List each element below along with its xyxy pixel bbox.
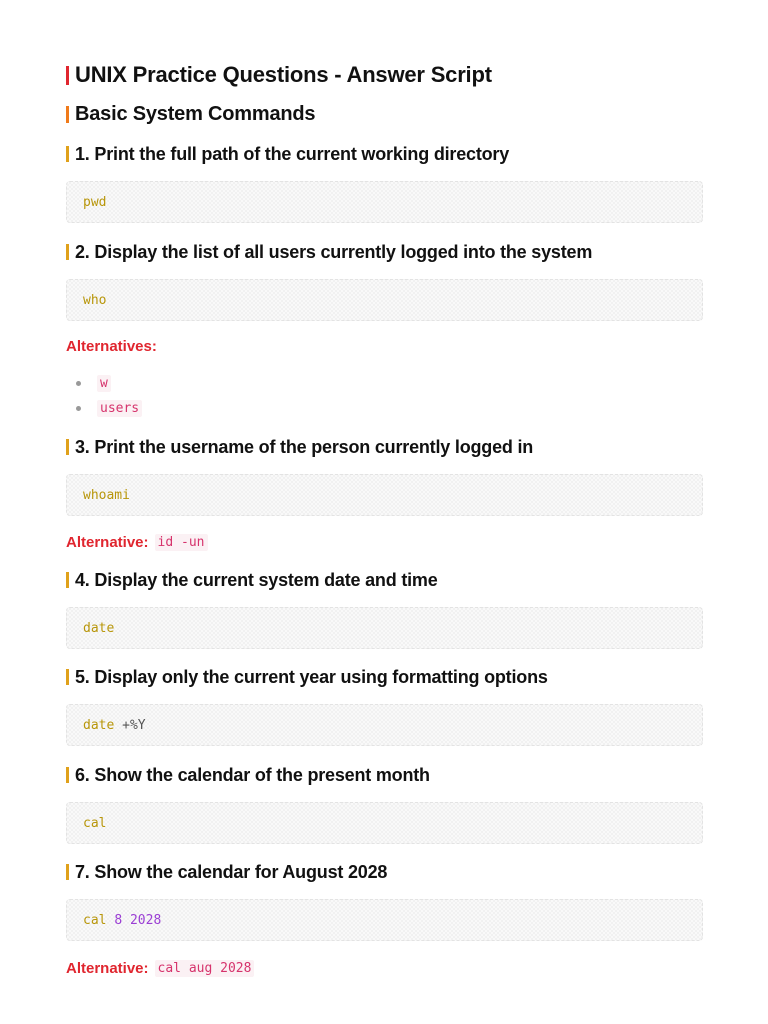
question-4-heading — [66, 566, 438, 594]
code-block-3 — [66, 474, 703, 516]
question-7-text: 7. Show the calendar for August 2028 — [75, 861, 388, 882]
code-command: date — [83, 717, 115, 733]
inline-code: cal aug 2028 — [155, 960, 255, 977]
alternatives-list — [66, 371, 142, 421]
code-number: 2028 — [129, 912, 162, 928]
code-argument: +%Y — [122, 717, 146, 733]
bullet-icon — [76, 381, 81, 386]
question-4-text: 4. Display the current system date and time — [75, 569, 438, 590]
code-command: whoami — [83, 487, 130, 503]
question-6-text: 6. Show the calendar of the present month — [75, 764, 430, 785]
code-block-2 — [66, 279, 703, 321]
list-item — [76, 371, 142, 396]
question-1-heading — [66, 140, 509, 168]
alternative-label: Alternative: — [66, 959, 149, 977]
question-5-text: 5. Display only the current year using formatting options — [75, 666, 548, 687]
code-block-7 — [66, 899, 703, 941]
alternatives-label: Alternatives: — [66, 338, 157, 355]
question-5-heading — [66, 663, 548, 691]
question-2-text: 2. Display the list of all users currently logged into the system — [75, 241, 593, 262]
code-block-4 — [66, 607, 703, 649]
code-block-6 — [66, 802, 703, 844]
code-block-5 — [66, 704, 703, 746]
section-accent-bar — [66, 106, 69, 123]
alternative-line-3 — [66, 532, 208, 552]
question-1-text: 1. Print the full path of the current working directory — [75, 143, 510, 164]
question-accent-bar — [66, 572, 69, 588]
code-command: date — [83, 620, 115, 636]
question-accent-bar — [66, 439, 69, 455]
alternative-line-7 — [66, 958, 254, 978]
question-accent-bar — [66, 244, 69, 260]
alternative-label: Alternative: — [66, 533, 149, 551]
code-command: pwd — [83, 194, 107, 210]
inline-code: w — [97, 375, 111, 392]
question-accent-bar — [66, 864, 69, 880]
section-heading-text: Basic System Commands — [75, 102, 316, 125]
question-3-heading — [66, 433, 533, 461]
question-7-heading — [66, 858, 387, 886]
page-title-text: UNIX Practice Questions - Answer Script — [75, 62, 492, 87]
question-2-heading — [66, 238, 592, 266]
code-command: cal — [83, 815, 107, 831]
question-accent-bar — [66, 146, 69, 162]
code-command: cal — [83, 912, 107, 928]
section-heading — [66, 99, 315, 129]
code-number: 8 — [114, 912, 123, 928]
inline-code: id -un — [155, 534, 208, 551]
page-title — [66, 58, 492, 92]
code-command: who — [83, 292, 107, 308]
title-accent-bar — [66, 66, 69, 85]
question-accent-bar — [66, 767, 69, 783]
question-accent-bar — [66, 669, 69, 685]
list-item — [76, 396, 142, 421]
question-6-heading — [66, 761, 430, 789]
bullet-icon — [76, 406, 81, 411]
question-3-text: 3. Print the username of the person currently logged in — [75, 436, 534, 457]
code-block-1 — [66, 181, 703, 223]
inline-code: users — [97, 400, 142, 417]
